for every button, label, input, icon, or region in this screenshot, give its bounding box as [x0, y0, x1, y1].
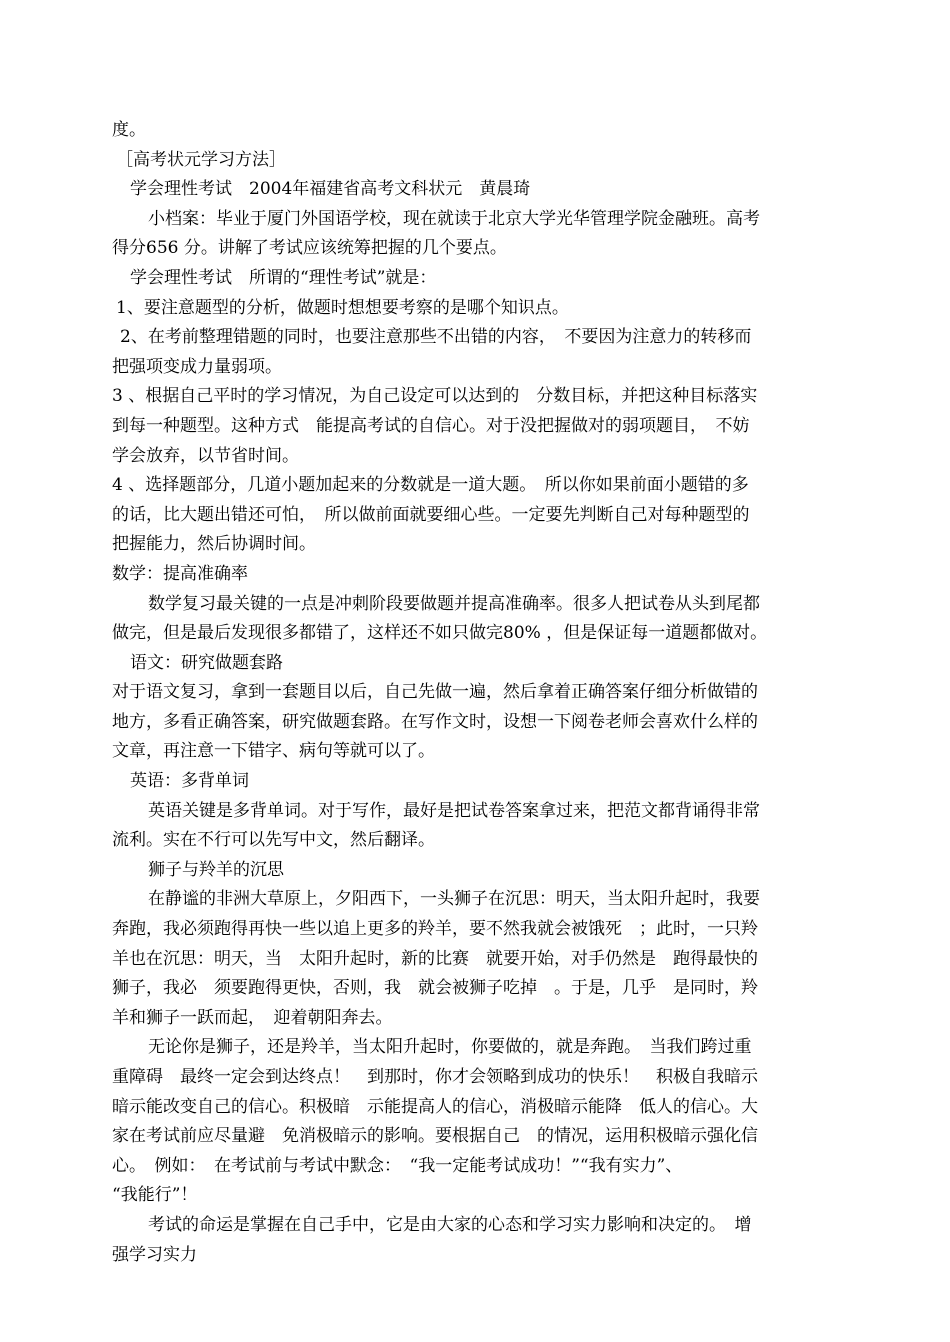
list-item: 2、在考前整理错题的同时，也要注意那些不出错的内容， 不要因为注意力的转移而 [120, 327, 752, 348]
text-line: 把握能力，然后协调时间。 [112, 534, 316, 555]
section-heading: ［高考状元学习方法］ [116, 149, 286, 170]
text-line: 到每一种题型。这种方式 能提高考试的自信心。对于没把握做对的弱项题目， 不妨 [112, 415, 750, 436]
document-body [112, 116, 840, 1270]
text-line: 家在考试前应尽量避 免消极暗示的影响。要根据自己 的情况，运用积极暗示强化信 [112, 1126, 758, 1147]
text-line: 羊和狮子一跃而起， 迎着朝阳奔去。 [112, 1007, 393, 1028]
text-line: 羊也在沉思：明天，当 太阳升起时，新的比赛 就要开始，对手仍然是 跑得最快的 [112, 948, 758, 969]
list-item: 4 、选择题部分，几道小题加起来的分数就是一道大题。 所以你如果前面小题错的多 [112, 475, 749, 496]
subheading-math: 数学：提高准确率 [112, 563, 248, 584]
text-line: 强学习实力 [112, 1244, 197, 1265]
text-line: 流利。实在不行可以先写中文，然后翻译。 [112, 830, 435, 851]
story-title: 狮子与羚羊的沉思 [148, 859, 284, 880]
text-line: 数学复习最关键的一点是冲刺阶段要做题并提高准确率。很多人把试卷从头到尾都 [148, 593, 760, 614]
text-line: 重障碍 最终一定会到达终点！ 到那时，你才会领略到成功的快乐！ 积极自我暗示 [112, 1067, 758, 1087]
text-line: 把强项变成力量弱项。 [112, 356, 282, 377]
text-line: 狮子，我必 须要跑得更快，否则，我 就会被狮子吃掉 。于是，几乎 是同时，羚 [112, 978, 758, 999]
text-line: 考试的命运是掌握在自己手中，它是由大家的心态和学习实力影响和决定的。 增 [148, 1214, 752, 1235]
text-line: 地方，多看正确答案，研究做题套路。在写作文时，设想一下阅卷老师会喜欢什么样的 [112, 711, 758, 732]
text-line: 得分656 分。讲解了考试应该统筹把握的几个要点。 [112, 238, 507, 259]
text-line: 奔跑，我必须跑得再快一些以追上更多的羚羊，要不然我就会被饿死 ；此时，一只羚 [112, 919, 758, 940]
text-line: 做完，但是最后发现很多都错了，这样还不如只做完80% ，但是保证每一道题都做对。 [112, 623, 768, 644]
text-line: 英语关键是多背单词。对于写作，最好是把试卷答案拿过来，把范文都背诵得非常 [148, 800, 760, 821]
text-line: 小档案：毕业于厦门外国语学校，现在就读于北京大学光华管理学院金融班。高考 [148, 208, 760, 229]
text-line: 文章，再注意一下错字、病句等就可以了。 [112, 741, 435, 762]
text-line: 在静谧的非洲大草原上，夕阳西下，一头狮子在沉思：明天，当太阳升起时，我要 [148, 889, 760, 910]
text-line: 学会放弃，以节省时间。 [112, 445, 299, 466]
subheading: 学会理性考试 所谓的“理性考试”就是： [130, 267, 437, 288]
subheading-chinese: 语文：研究做题套路 [130, 652, 283, 673]
list-item: 3 、根据自己平时的学习情况，为自己设定可以达到的 分数目标，并把这种目标落实 [112, 386, 758, 407]
article-title: 学会理性考试 2004年福建省高考文科状元 黄晨琦 [130, 179, 531, 200]
subheading-english: 英语：多背单词 [130, 771, 249, 792]
text-line: 心。 例如： 在考试前与考试中默念： “我一定能考试成功！”“我有实力”、 [112, 1155, 683, 1176]
text-line: 的话，比大题出错还可怕， 所以做前面就要细心些。一定要先判断自己对每种题型的 [112, 504, 750, 525]
text-line: “我能行”！ [112, 1185, 198, 1206]
text-line: 无论你是狮子，还是羚羊，当太阳升起时，你要做的，就是奔跑。 当我们跨过重 [148, 1037, 752, 1058]
text-line: 暗示能改变自己的信心。积极暗 示能提高人的信心，消极暗示能降 低人的信心。大 [112, 1096, 758, 1117]
text-line: 度。 [112, 120, 146, 140]
list-item: 1、要注意题型的分析，做题时想想要考察的是哪个知识点。 [116, 297, 569, 318]
text-line: 对于语文复习，拿到一套题目以后，自己先做一遍，然后拿着正确答案仔细分析做错的 [112, 682, 758, 703]
